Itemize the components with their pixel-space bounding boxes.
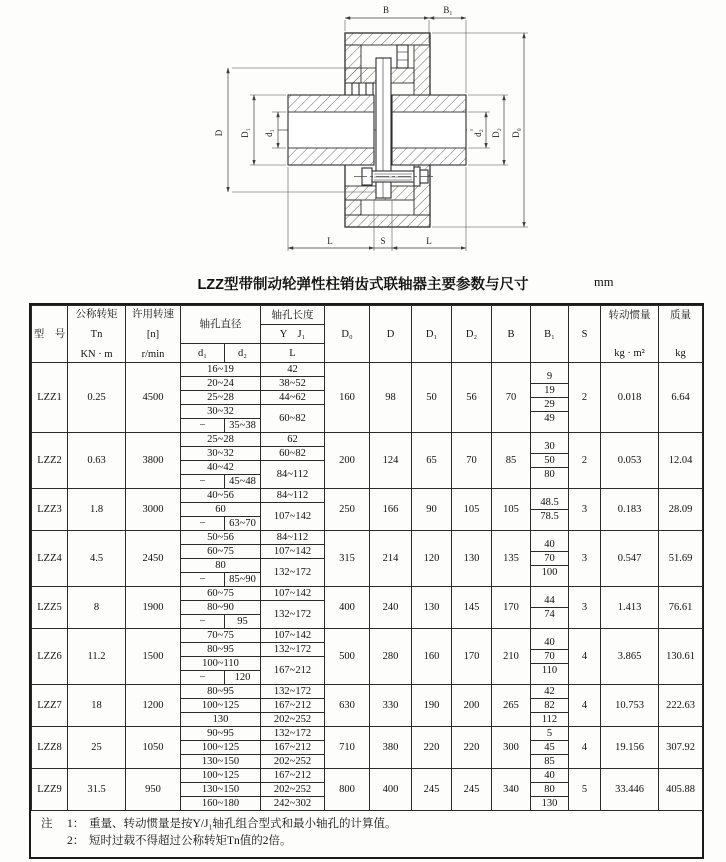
note-number: 1： [67,818,85,830]
cell-D0: 160 [325,363,370,433]
cell-torque: 0.25 [68,363,126,433]
cell-D2: 245 [452,769,492,811]
cell-inertia: 0.018 [601,363,659,433]
header-torque [68,306,126,363]
cell-bore-length: 84~112 [261,531,325,545]
cell-B1 [531,363,569,433]
dim-label-D1: D₁ [240,128,250,138]
cell-bore-length: 132~172 [261,685,325,699]
dim-label-d1: d₁ [264,129,274,137]
cell-bore-length: 38~52 [261,377,325,391]
b1-value: 40 [544,539,555,550]
cell-bore-diameter: 100~125 [181,741,261,755]
cell-torque: 11.2 [68,629,126,685]
cell-bore-length: 107~142 [261,545,325,559]
cell-D0: 710 [325,727,370,769]
b1-value: 112 [531,712,568,726]
header-bore-diameter: 轴孔直径 [181,306,261,344]
b1-value: 50 [531,453,568,467]
header-D0: D₀ [325,306,370,363]
dim-label-B: B [382,5,390,15]
cell-D1: 245 [412,769,452,811]
cell-D: 330 [370,685,412,727]
b1-value: 80 [531,782,568,796]
title-row [0,273,726,297]
cell-bore-length: 202~252 [261,713,325,727]
b1-stack [531,769,568,810]
cell-inertia: 3.865 [601,629,659,685]
cell-bore-diameter: 20~24 [181,377,261,391]
table-row [32,531,703,545]
cell-mass: 130.61 [659,629,703,685]
cell-D2: 105 [452,489,492,531]
cell-torque: 1.8 [68,489,126,531]
cell-bore-length: 242~302 [261,797,325,811]
b1-value: 19 [531,383,568,397]
b1-stack [531,727,568,768]
cell-torque: 31.5 [68,769,126,811]
cell-D0: 400 [325,587,370,629]
cell-model: LZZ8 [32,727,68,769]
cell-B: 170 [492,587,531,629]
cell-bore-diameter: 60 [181,503,261,517]
cell-torque: 4.5 [68,531,126,587]
cell-bore-length: 84~112 [261,489,325,503]
b1-value: 74 [531,607,568,621]
cell-bore-length: 202~252 [261,755,325,769]
cell-D: 124 [370,433,412,489]
cell-bore-length: 107~142 [261,629,325,643]
cell-B1 [531,433,569,489]
header-D: D [370,306,412,363]
cell-bore-length: 202~252 [261,783,325,797]
cell-D1: 190 [412,685,452,727]
header-S: S [569,306,601,363]
cell-bore-d2: 35~38 [225,419,261,433]
cell-D1: 120 [412,531,452,587]
cell-D0: 250 [325,489,370,531]
b1-stack [531,636,568,677]
parameter-table [29,303,704,859]
cell-speed: 4500 [126,363,181,433]
header-L: L [261,344,325,363]
cell-speed: 3000 [126,489,181,531]
cell-model: LZZ3 [32,489,68,531]
cell-torque: 8 [68,587,126,629]
cell-D: 240 [370,587,412,629]
left-hub [288,95,374,165]
cell-D1: 65 [412,433,452,489]
cell-D2: 130 [452,531,492,587]
cell-speed: 2450 [126,531,181,587]
cell-D2: 145 [452,587,492,629]
cell-S: 3 [569,531,601,587]
b1-value: 5 [546,728,553,739]
cell-bore-d1: − [181,517,225,531]
cell-bore-length: 167~212 [261,699,325,713]
cell-D2: 70 [452,433,492,489]
cell-mass: 222.63 [659,685,703,727]
cell-S: 5 [569,769,601,811]
cell-B: 265 [492,685,531,727]
cell-model: LZZ6 [32,629,68,685]
cell-bore-d2: 85~90 [225,573,261,587]
cell-mass: 12.04 [659,433,703,489]
cell-D0: 200 [325,433,370,489]
cell-inertia: 0.183 [601,489,659,531]
b1-value: 42 [544,686,555,697]
dim-label-S: S [380,236,386,246]
cell-bore-length: 107~142 [261,587,325,601]
header-YJ1: Y J₁ [261,325,325,344]
cell-B1 [531,629,569,685]
cell-bore-diameter: 30~32 [181,405,261,419]
cell-speed: 3800 [126,433,181,489]
cell-B: 70 [492,363,531,433]
cell-model: LZZ4 [32,531,68,587]
header-D2: D₂ [452,306,492,363]
cell-S: 3 [569,489,601,531]
header-model [32,306,68,363]
cell-B: 300 [492,727,531,769]
cell-bore-diameter: 160~180 [181,797,261,811]
note-line [41,833,692,850]
header-torque-line3: KN · m [80,348,113,360]
cell-D1: 220 [412,727,452,769]
cell-B: 210 [492,629,531,685]
cell-D1: 130 [412,587,452,629]
cell-inertia: 33.446 [601,769,659,811]
table-row [32,629,703,643]
cell-B1 [531,727,569,769]
cell-bore-d1: − [181,573,225,587]
cell-D: 280 [370,629,412,685]
cell-bore-length: 44~62 [261,391,325,405]
table-row [32,433,703,447]
cell-speed: 1900 [126,587,181,629]
cell-inertia: 10.753 [601,685,659,727]
page-title: LZZ型带制动轮弹性柱销齿式联轴器主要参数与尺寸 [197,277,529,293]
cell-bore-diameter: 80~95 [181,685,261,699]
cell-D2: 220 [452,727,492,769]
cell-bore-diameter: 130 [181,713,261,727]
cell-bore-d1: − [181,671,225,685]
b1-value: 30 [544,441,555,452]
cell-mass: 28.09 [659,489,703,531]
cell-D0: 315 [325,531,370,587]
cell-mass: 6.64 [659,363,703,433]
b1-value: 49 [531,411,568,425]
cell-bore-diameter: 60~75 [181,545,261,559]
cell-bore-diameter: 130~150 [181,755,261,769]
header-B1: B₁ [531,306,569,363]
cell-bore-length: 167~212 [261,769,325,783]
cell-bore-length: 132~172 [261,559,325,587]
cell-mass: 76.61 [659,587,703,629]
b1-stack [531,496,568,523]
cell-bore-d1: − [181,475,225,489]
cell-bore-d2: 120 [225,671,261,685]
cell-model: LZZ5 [32,587,68,629]
dim-label-B1: B₁ [443,5,453,15]
cell-inertia: 19.156 [601,727,659,769]
header-model-label: 型 号 [33,328,66,340]
cell-D2: 200 [452,685,492,727]
header-speed-line2: [n] [146,328,160,340]
cell-bore-length: 167~212 [261,741,325,755]
cell-bore-length: 62 [261,433,325,447]
cell-S: 3 [569,587,601,629]
cell-S: 4 [569,685,601,727]
b1-value: 110 [531,663,568,677]
cell-D: 380 [370,727,412,769]
cell-B: 340 [492,769,531,811]
table-row [32,685,703,699]
header-D1: D₁ [412,306,452,363]
cell-bore-length: 60~82 [261,405,325,433]
cell-bore-diameter: 70~75 [181,629,261,643]
table-header [32,306,703,363]
cell-inertia: 0.053 [601,433,659,489]
b1-value: 70 [531,551,568,565]
table-body [32,363,703,811]
cell-model: LZZ7 [32,685,68,727]
header-inertia [601,306,659,363]
cell-D: 400 [370,769,412,811]
header-torque-line1: 公称转矩 [75,308,118,320]
header-speed [126,306,181,363]
cell-bore-diameter: 25~28 [181,391,261,405]
cell-bore-diameter: 100~125 [181,769,261,783]
b1-value: 100 [531,565,568,579]
note-text: 重量、转动惯量是按Y/J₁轴孔组合型式和最小轴孔的计算值。 [89,818,397,830]
cell-bore-length: 132~172 [261,601,325,629]
b1-value: 9 [546,371,553,382]
cell-model: LZZ9 [32,769,68,811]
table-row [32,363,703,377]
cell-D: 166 [370,489,412,531]
dim-label-D2: D₂ [491,128,501,138]
cell-bore-length: 107~142 [261,503,325,531]
header-mass-line1: 质量 [670,309,691,321]
cell-bore-d2: 63~70 [225,517,261,531]
cell-bore-length: 132~172 [261,643,325,657]
right-hub [392,95,466,165]
header-mass-line2: kg [675,347,686,359]
cell-model: LZZ1 [32,363,68,433]
table-row [32,769,703,783]
table-row [32,489,703,503]
cell-B1 [531,531,569,587]
header-speed-line3: r/min [141,348,165,360]
cell-bore-diameter: 50~56 [181,531,261,545]
cell-D2: 56 [452,363,492,433]
cell-bore-d1: − [181,419,225,433]
cell-B1 [531,489,569,531]
b1-value: 82 [531,698,568,712]
cell-speed: 1500 [126,629,181,685]
header-d2: d₂ [225,344,261,363]
b1-stack [531,538,568,579]
b1-stack [531,370,568,425]
b1-value: 130 [531,796,568,810]
cell-torque: 0.63 [68,433,126,489]
cell-bore-diameter: 100~125 [181,699,261,713]
cell-bore-diameter: 80~95 [181,643,261,657]
cell-speed: 950 [126,769,181,811]
dim-label-L-left: L [327,236,333,246]
cell-bore-d1: − [181,615,225,629]
b1-value: 85 [531,754,568,768]
cell-bore-diameter: 80~90 [181,601,261,615]
b1-value: 78.5 [531,509,568,523]
cell-mass: 51.69 [659,531,703,587]
cell-speed: 1050 [126,727,181,769]
dim-label-L-right: L [426,236,432,246]
cell-D: 214 [370,531,412,587]
cell-mass: 307.92 [659,727,703,769]
cell-bore-diameter: 100~110 [181,657,261,671]
notes [31,811,702,857]
header-torque-line2: Tn [90,328,103,340]
b1-stack [531,594,568,621]
cell-bore-d2: 95 [225,615,261,629]
b1-value: 29 [531,397,568,411]
b1-value: 44 [544,595,555,606]
cell-speed: 1200 [126,685,181,727]
b1-value: 48.5 [540,497,559,508]
cell-S: 2 [569,433,601,489]
cell-bore-diameter: 16~19 [181,363,261,377]
pin-bolt [354,167,434,186]
cell-D1: 50 [412,363,452,433]
cell-model: LZZ2 [32,433,68,489]
cell-inertia: 1.413 [601,587,659,629]
note-prefix: 注 [41,818,53,830]
dim-label-D0: D₀ [511,128,521,138]
cell-D1: 90 [412,489,452,531]
cell-D2: 170 [452,629,492,685]
header-B: B [492,306,531,363]
cell-B: 85 [492,433,531,489]
cell-D0: 800 [325,769,370,811]
b1-value: 40 [544,770,555,781]
cell-D0: 630 [325,685,370,727]
cell-B: 105 [492,489,531,531]
cell-torque: 25 [68,727,126,769]
table-row [32,587,703,601]
note-number: 2： [67,835,85,847]
coupling-section-drawing [0,0,726,272]
cell-S: 4 [569,727,601,769]
dim-label-D: D [214,129,224,137]
cell-B: 135 [492,531,531,587]
parameter-grid [31,305,703,811]
cell-bore-length: 84~112 [261,461,325,489]
cell-bore-diameter: 40~42 [181,461,261,475]
cell-bore-length: 132~172 [261,727,325,741]
cell-bore-diameter: 80 [181,559,261,573]
cell-B1 [531,587,569,629]
cell-bore-length: 42 [261,363,325,377]
cell-bore-d2: 45~48 [225,475,261,489]
note-text: 短时过载不得超过公称转矩Tn值的2倍。 [89,835,292,847]
cell-bore-diameter: 25~28 [181,433,261,447]
unit-label: mm [594,275,614,289]
header-bore-length: 轴孔长度 [261,306,325,325]
cell-S: 2 [569,363,601,433]
cell-bore-diameter: 40~56 [181,489,261,503]
note-line [41,816,692,833]
cell-D1: 160 [412,629,452,685]
cell-bore-length: 60~82 [261,447,325,461]
cell-S: 4 [569,629,601,685]
b1-value: 70 [531,649,568,663]
b1-value: 80 [531,467,568,481]
b1-value: 45 [531,740,568,754]
cell-D: 98 [370,363,412,433]
cell-mass: 405.88 [659,769,703,811]
b1-value: 40 [544,637,555,648]
cell-inertia: 0.547 [601,531,659,587]
b1-stack [531,685,568,726]
header-mass [659,306,703,363]
cell-bore-diameter: 90~95 [181,727,261,741]
header-d1: d₁ [181,344,225,363]
table-row [32,727,703,741]
cell-bore-diameter: 30~32 [181,447,261,461]
dim-label-d2: d₂ [473,129,483,137]
b1-stack [531,440,568,481]
cell-B1 [531,769,569,811]
cell-torque: 18 [68,685,126,727]
cell-bore-diameter: 130~150 [181,783,261,797]
header-inertia-line2: kg · m² [614,347,645,359]
cell-bore-diameter: 60~75 [181,587,261,601]
header-speed-line1: 许用转速 [132,308,174,320]
cell-B1 [531,685,569,727]
header-inertia-line1: 转动惯量 [608,309,651,321]
cell-bore-length: 167~212 [261,657,325,685]
cell-D0: 500 [325,629,370,685]
